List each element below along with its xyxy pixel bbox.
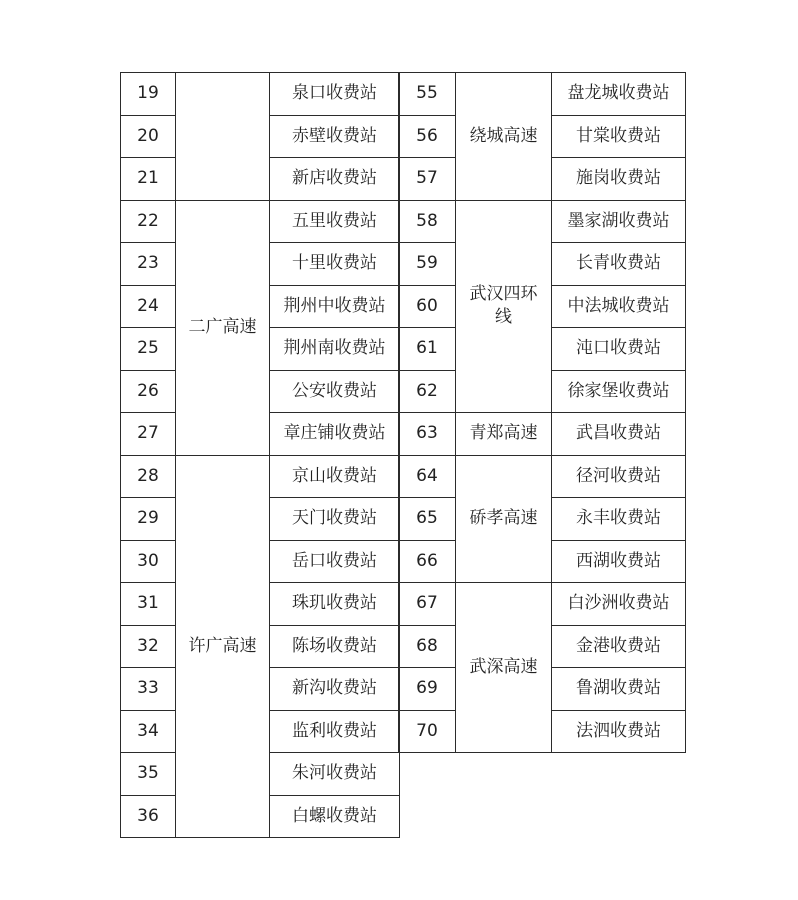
highway-name: 硚孝高速 (469, 508, 538, 529)
station-name: 西湖收费站 (552, 540, 686, 583)
row-number: 58 (399, 200, 456, 243)
station-name: 徐家堡收费站 (552, 370, 686, 413)
highway-name: 武深高速 (469, 657, 538, 678)
table-row (399, 200, 686, 243)
row-number: 23 (121, 243, 176, 286)
station-name: 珠玑收费站 (270, 583, 400, 626)
highway-name-cell (456, 455, 552, 583)
highway-name-cell (456, 413, 552, 456)
row-number: 34 (121, 710, 176, 753)
row-number: 20 (121, 115, 176, 158)
station-name: 岳口收费站 (270, 540, 400, 583)
station-name: 荆州中收费站 (270, 285, 400, 328)
row-number: 59 (399, 243, 456, 286)
table-body (121, 73, 400, 838)
row-number: 67 (399, 583, 456, 626)
station-name: 白沙洲收费站 (552, 583, 686, 626)
row-number: 29 (121, 498, 176, 541)
station-name: 法泗收费站 (552, 710, 686, 753)
station-name: 新沟收费站 (270, 668, 400, 711)
station-name: 五里收费站 (270, 200, 400, 243)
row-number: 57 (399, 158, 456, 201)
station-name: 泉口收费站 (270, 73, 400, 116)
row-number: 64 (399, 455, 456, 498)
highway-name: 绕城高速 (469, 125, 538, 146)
station-name: 长青收费站 (552, 243, 686, 286)
toll-station-table-left (120, 72, 400, 838)
row-number: 21 (121, 158, 176, 201)
highway-name-cell (456, 583, 552, 753)
station-name: 永丰收费站 (552, 498, 686, 541)
station-name: 盘龙城收费站 (552, 73, 686, 116)
station-name: 新店收费站 (270, 158, 400, 201)
highway-name-cell (176, 73, 270, 201)
highway-name: 青郑高速 (469, 423, 538, 444)
table-row (121, 455, 400, 498)
table-row (399, 455, 686, 498)
row-number: 36 (121, 795, 176, 838)
station-name: 径河收费站 (552, 455, 686, 498)
station-name: 天门收费站 (270, 498, 400, 541)
highway-name: 许广高速 (188, 635, 257, 656)
row-number: 19 (121, 73, 176, 116)
station-name: 武昌收费站 (552, 413, 686, 456)
row-number: 24 (121, 285, 176, 328)
row-number: 35 (121, 753, 176, 796)
row-number: 63 (399, 413, 456, 456)
table-body (399, 73, 686, 753)
row-number: 69 (399, 668, 456, 711)
row-number: 61 (399, 328, 456, 371)
row-number: 28 (121, 455, 176, 498)
row-number: 56 (399, 115, 456, 158)
station-name: 甘棠收费站 (552, 115, 686, 158)
row-number: 31 (121, 583, 176, 626)
table-row (399, 583, 686, 626)
station-name: 荆州南收费站 (270, 328, 400, 371)
row-number: 30 (121, 540, 176, 583)
station-name: 赤壁收费站 (270, 115, 400, 158)
station-name: 白螺收费站 (270, 795, 400, 838)
highway-name-cell (456, 200, 552, 413)
row-number: 32 (121, 625, 176, 668)
station-name: 监利收费站 (270, 710, 400, 753)
highway-name: 二广高速 (188, 317, 257, 338)
highway-name-cell (456, 73, 552, 201)
highway-name: 武汉四环线 (469, 284, 538, 328)
station-name: 京山收费站 (270, 455, 400, 498)
row-number: 25 (121, 328, 176, 371)
table-row (399, 73, 686, 116)
row-number: 68 (399, 625, 456, 668)
row-number: 65 (399, 498, 456, 541)
table-row (121, 73, 400, 116)
station-name: 章庄铺收费站 (270, 413, 400, 456)
row-number: 62 (399, 370, 456, 413)
highway-name-cell (176, 200, 270, 455)
station-name: 金港收费站 (552, 625, 686, 668)
highway-name-cell (176, 455, 270, 838)
row-number: 55 (399, 73, 456, 116)
table-row (121, 200, 400, 243)
station-name: 公安收费站 (270, 370, 400, 413)
row-number: 60 (399, 285, 456, 328)
row-number: 26 (121, 370, 176, 413)
station-name: 墨家湖收费站 (552, 200, 686, 243)
row-number: 22 (121, 200, 176, 243)
station-name: 中法城收费站 (552, 285, 686, 328)
station-name: 朱河收费站 (270, 753, 400, 796)
station-name: 十里收费站 (270, 243, 400, 286)
station-name: 沌口收费站 (552, 328, 686, 371)
toll-station-table-right (398, 72, 686, 753)
table-row (399, 413, 686, 456)
station-name: 施岗收费站 (552, 158, 686, 201)
station-name: 鲁湖收费站 (552, 668, 686, 711)
row-number: 27 (121, 413, 176, 456)
row-number: 66 (399, 540, 456, 583)
row-number: 70 (399, 710, 456, 753)
row-number: 33 (121, 668, 176, 711)
station-name: 陈场收费站 (270, 625, 400, 668)
